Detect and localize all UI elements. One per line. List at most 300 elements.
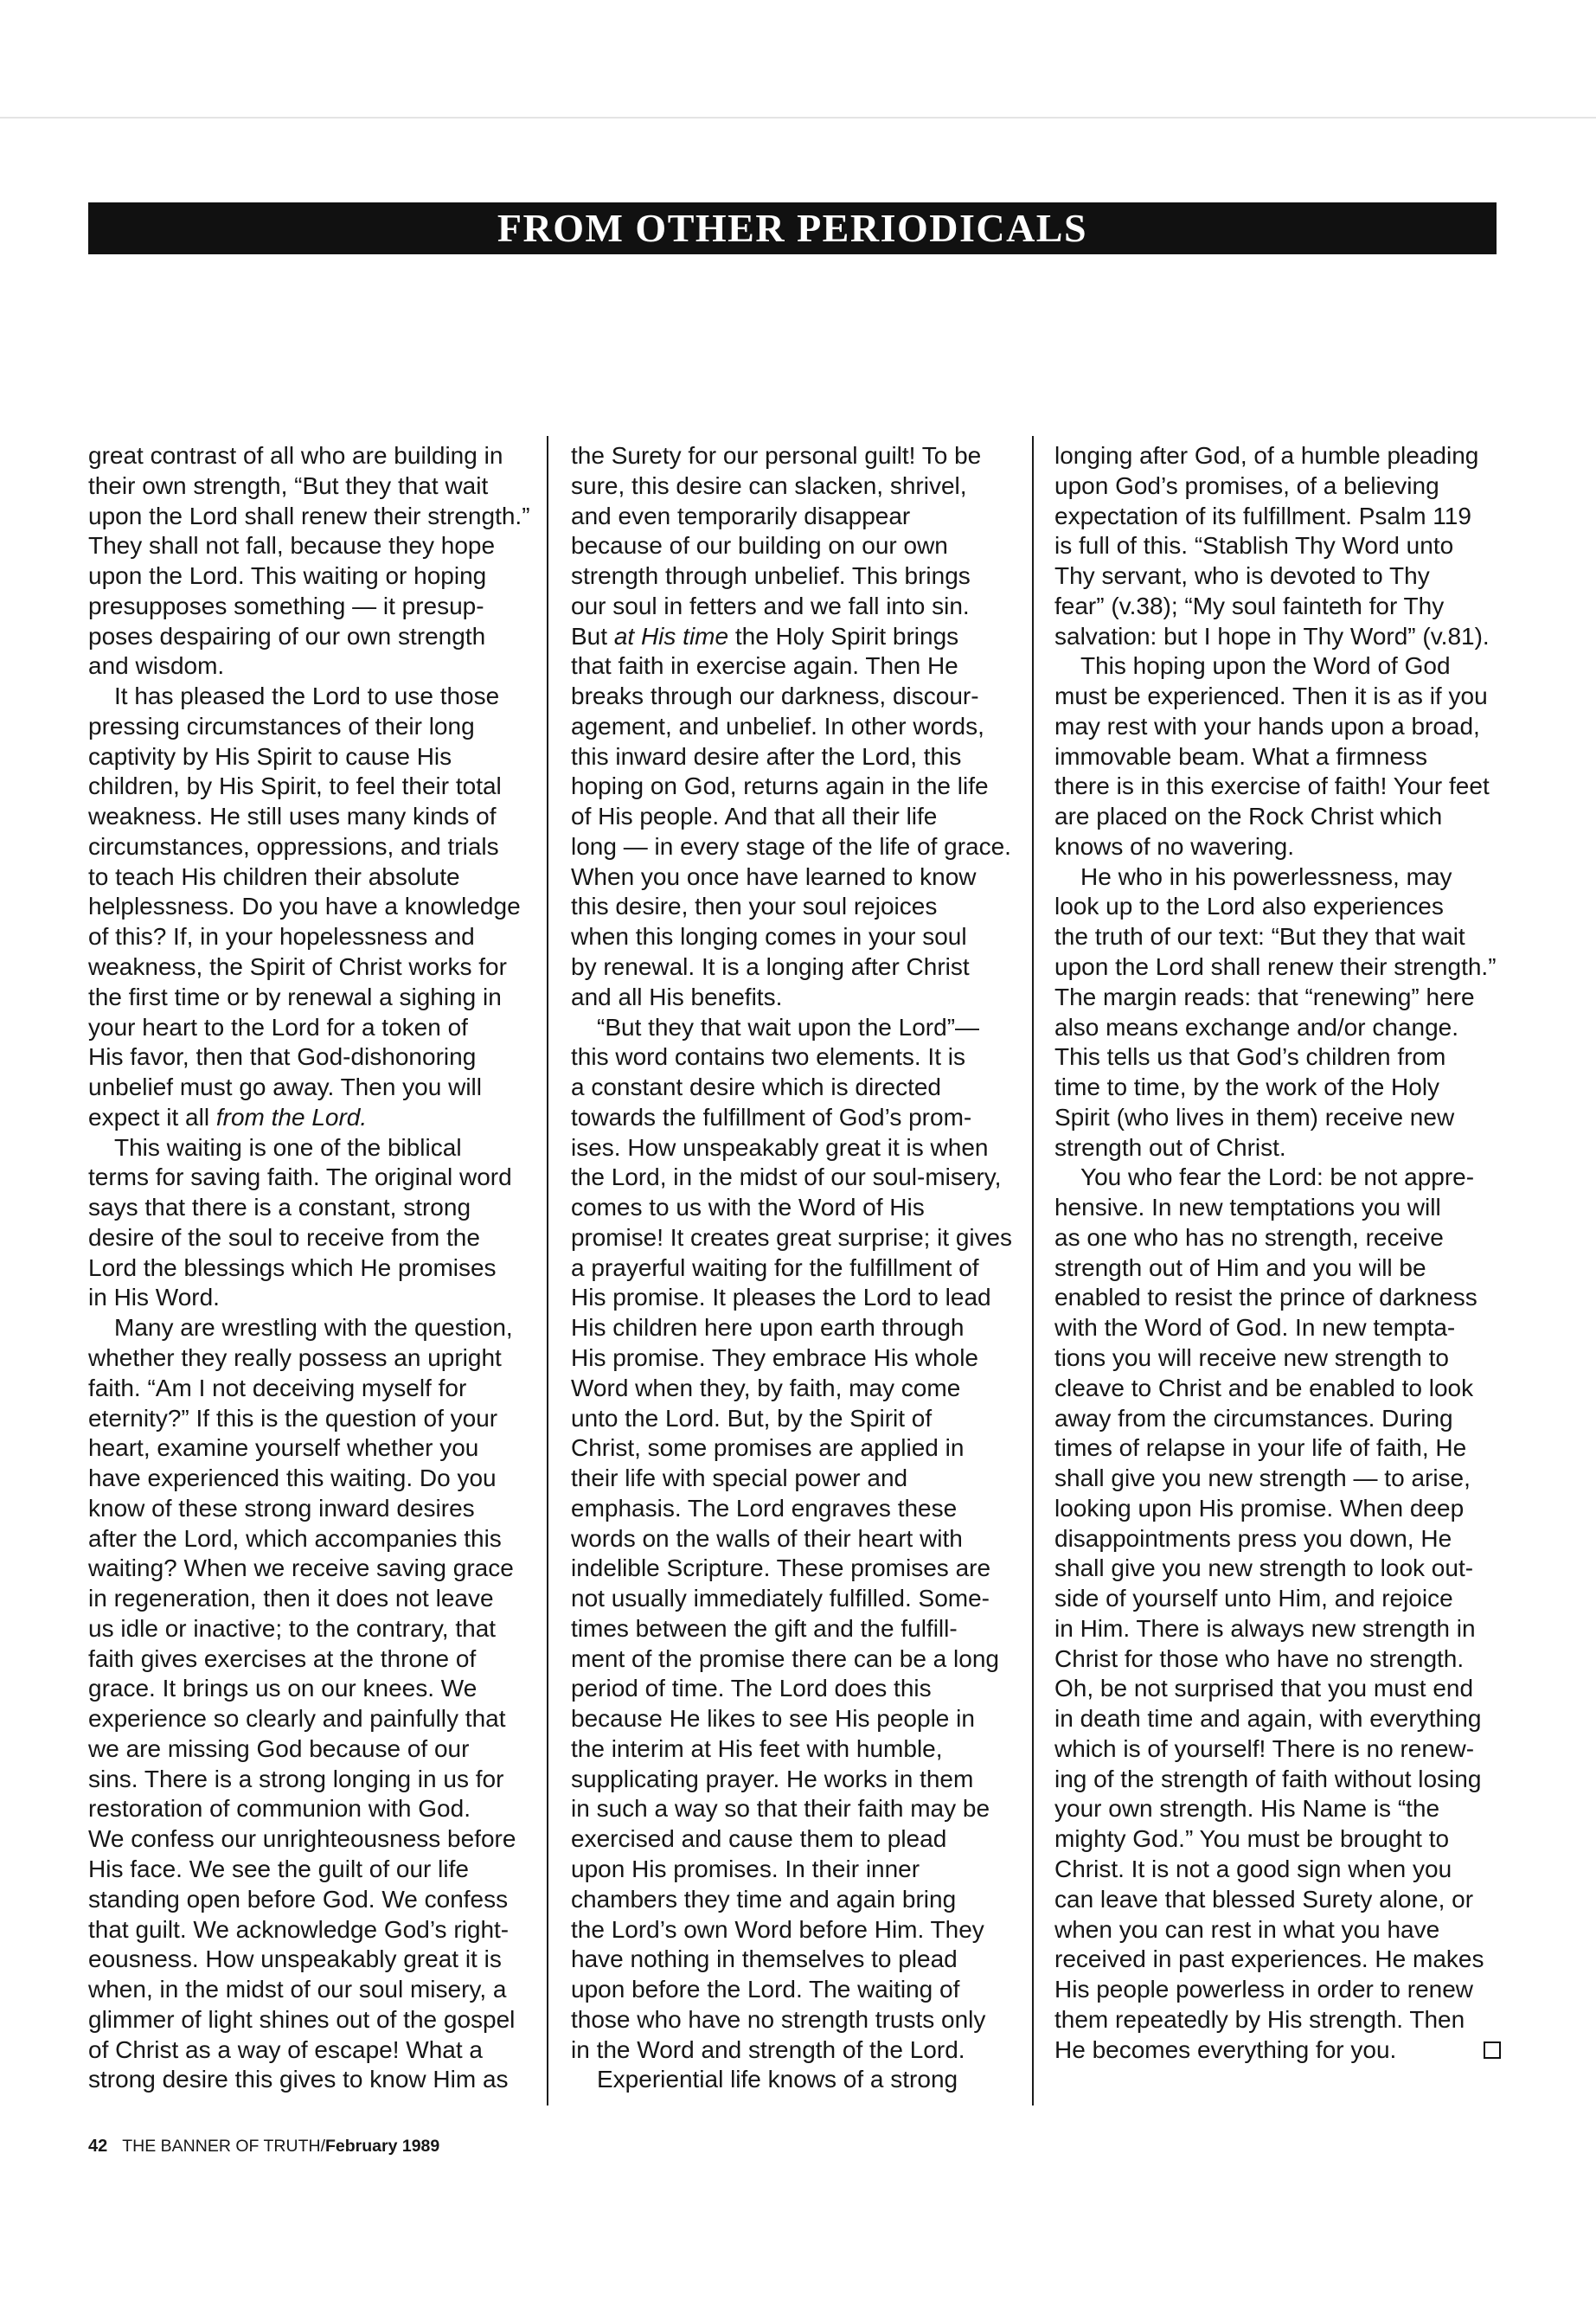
text-line [1054,1494,1501,1524]
paragraph [88,441,531,682]
text-line [1054,1223,1501,1253]
text-line [571,802,1012,832]
text-line [1054,1283,1501,1313]
line-text: His favor, then that God-dishonoring [88,1043,477,1071]
line-text: your heart to the Lord for a token of [88,1013,468,1041]
paragraph [88,682,531,1132]
text-line [571,772,1012,802]
line-text: shall give you new strength — to arise, [1054,1465,1471,1492]
line-text: strength through unbelief. This brings [571,562,971,590]
text-line [1054,1554,1501,1584]
text-line [1054,1013,1501,1043]
line-text: which is of yourself! There is no renew- [1054,1734,1475,1762]
line-text: promise! It creates great surprise; it gives [571,1223,1012,1251]
text-line [88,1433,531,1464]
line-text: them repeatedly by His strength. Then [1054,2005,1465,2033]
text-line [88,1404,531,1434]
text-line [571,1614,1012,1644]
text-line [88,1163,531,1193]
line-text: times of relapse in your life of faith, He [1054,1434,1467,1462]
line-text: sure, this desire can slacken, shrivel, [571,471,967,499]
text-line [571,1073,1012,1103]
text-line [1054,531,1501,561]
text-line [88,1343,531,1374]
text-line [88,952,531,983]
text-line [571,1734,1012,1765]
line-text: in His Word. [88,1284,220,1311]
line-text: times between the gift and the fulfill- [571,1614,958,1642]
line-text: When you once have learned to know [571,862,977,890]
text-line [88,502,531,532]
line-text: Oh, be not surprised that you must end [1054,1675,1474,1702]
line-text: Lord the blessings which He promises [88,1253,497,1281]
italic-text: from the Lord. [215,1103,368,1131]
text-line [571,892,1012,922]
text-line [571,622,1012,652]
publication-name: THE BANNER OF TRUTH [122,2137,321,2156]
text-line [88,561,531,592]
text-line [88,1524,531,1554]
line-text: supplicating prayer. He works in them [571,1765,974,1792]
paragraph [1054,441,1501,651]
article-column-2 [571,441,1012,2095]
line-text: emphasis. The Lord engraves these [571,1494,958,1522]
text-line [88,1223,531,1253]
line-text: shall give you new strength to look out- [1054,1554,1474,1582]
italic-text: at His time [613,622,729,650]
line-text: that faith in exercise again. Then He [571,652,958,680]
text-line [1054,1313,1501,1343]
text-line [88,1073,531,1103]
line-text: and all His benefits. [571,983,783,1010]
text-line [571,1313,1012,1343]
article-column-1 [88,441,531,2095]
line-text: the Lord’s own Word before Him. They [571,1915,984,1943]
text-line [88,1283,531,1313]
text-line [571,922,1012,952]
line-text: and even temporarily disappear [571,502,911,529]
line-text: when you can rest in what you have [1054,1915,1440,1943]
line-text: strength out of Christ. [1054,1133,1286,1161]
line-text: know of these strong inward desires [88,1494,475,1522]
line-text: is full of this. “Stablish Thy Word unto [1054,532,1454,560]
line-text: restoration of communion with God. [88,1795,471,1823]
line-text: hensive. In new temptations you will [1054,1194,1441,1221]
line-text: upon His promises. In their inner [571,1855,920,1882]
line-text: presupposes something — it presup- [88,592,484,619]
line-text: Spirit (who lives in them) receive new [1054,1103,1455,1131]
line-text: This waiting is one of the biblical [114,1133,462,1161]
line-text: in regeneration, then it does not leave [88,1585,494,1612]
line-text: pressing circumstances of their long [88,712,475,740]
line-text: Experiential life knows of a strong [597,2066,958,2093]
text-line [1054,1163,1501,1193]
text-line [1054,1855,1501,1885]
text-line [571,2065,1012,2095]
line-text: ment of the promise there can be a long [571,1644,999,1672]
line-text: look up to the Lord also experiences [1054,893,1444,920]
line-text: whether they really possess an upright [88,1343,502,1371]
line-text: sins. There is a strong longing in us for [88,1765,504,1792]
text-line [1054,622,1501,652]
text-line [1054,952,1501,983]
line-text: also means exchange and/or change. [1054,1013,1458,1041]
text-line [571,531,1012,561]
text-line [571,1494,1012,1524]
text-line [571,1404,1012,1434]
line-text: upon before the Lord. The waiting of [571,1976,960,2003]
text-line [1054,1343,1501,1374]
text-line [1054,1734,1501,1765]
text-line [571,651,1012,682]
text-line [88,832,531,862]
text-line [1054,1644,1501,1675]
article-column-3 [1054,441,1501,2065]
line-text: and wisdom. [88,652,225,680]
text-line [571,1223,1012,1253]
line-text: “But they that wait upon the Lord”— [597,1013,980,1041]
text-line [1054,712,1501,742]
text-line [88,1945,531,1975]
paragraph [1054,1163,1501,2065]
line-text: hoping on God, returns again in the life [571,772,989,800]
text-line [571,1433,1012,1464]
column-divider [547,436,548,2106]
text-line [1054,832,1501,862]
line-text: They shall not fall, because they hope [88,532,496,560]
text-line [88,1855,531,1885]
text-line [1054,561,1501,592]
text-line [571,682,1012,712]
line-text: His people powerless in order to renew [1054,1976,1474,2003]
text-run: expect it all [88,1103,216,1131]
text-line [88,1042,531,1073]
line-text: It has pleased the Lord to use those [114,683,500,710]
text-line [571,1193,1012,1223]
text-line [88,1494,531,1524]
line-text: unbelief must go away. Then you will [88,1074,482,1101]
line-text: because He likes to see His people in [571,1705,975,1733]
text-line [88,2065,531,2095]
line-text: Many are wrestling with the question, [114,1314,513,1342]
page-number: 42 [88,2137,108,2156]
line-text: His children here upon earth through [571,1314,965,1342]
line-text: unto the Lord. But, by the Spirit of [571,1404,933,1432]
line-text: You who fear the Lord: be not appre- [1080,1163,1475,1191]
line-text: have experienced this waiting. Do you [88,1465,497,1492]
page-footer [88,2134,439,2158]
text-line [88,1133,531,1163]
text-line [571,1343,1012,1374]
text-line [1054,1614,1501,1644]
line-text: those who have no strength trusts only [571,2005,986,2033]
line-text: desire of the soul to receive from the [88,1223,480,1251]
line-text: breaks through our darkness, discour- [571,683,979,710]
text-line [1054,1945,1501,1975]
line-text: We confess our unrighteousness before [88,1825,516,1853]
line-text: the Surety for our personal guilt! To be [571,442,982,469]
text-line [571,1554,1012,1584]
line-text: must be experienced. Then it is as if you [1054,683,1488,710]
line-text: salvation: but I hope in Thy Word” (v.81). [1054,622,1490,650]
line-text: mighty God.” You must be brought to [1054,1825,1450,1853]
text-line [88,1674,531,1704]
text-line [88,862,531,893]
line-text: in Him. There is always new strength in [1054,1614,1476,1642]
paragraph [88,1133,531,1314]
line-text: indelible Scripture. These promises are [571,1554,991,1582]
text-line [88,651,531,682]
line-text: His promise. They embrace His whole [571,1343,978,1371]
text-line [1054,651,1501,682]
line-text: enabled to resist the prince of darkness [1054,1284,1477,1311]
text-line [1054,1404,1501,1434]
text-line [571,2005,1012,2035]
line-text: knows of no wavering. [1054,832,1295,860]
text-line [1054,1133,1501,1163]
text-line [571,1253,1012,1284]
line-text: The margin reads: that “renewing” here [1054,983,1475,1010]
line-text: upon the Lord shall renew their strength.” [1054,953,1497,981]
section-header-bar [88,202,1497,254]
line-text: upon the Lord. This waiting or hoping [88,562,487,590]
text-line [1054,922,1501,952]
line-text: children, by His Spirit, to feel their total [88,772,502,800]
text-line [571,471,1012,502]
line-text: chambers they time and again bring [571,1885,957,1913]
line-text: there is in this exercise of faith! Your feet [1054,772,1490,800]
text-line [88,712,531,742]
text-line [1054,682,1501,712]
text-line [1054,1042,1501,1073]
paragraph [571,2065,1012,2095]
text-line [1054,1824,1501,1855]
line-text: this desire, then your soul rejoices [571,893,938,920]
text-line [88,1824,531,1855]
text-line [88,1644,531,1675]
line-text: captivity by His Spirit to cause His [88,742,452,770]
text-line [571,1975,1012,2005]
line-text: side of yourself unto Him, and rejoice [1054,1585,1453,1612]
text-line [88,1253,531,1284]
line-text: This tells us that God’s children from [1054,1043,1446,1071]
line-text: when this longing comes in your soul [571,923,967,951]
text-line [88,471,531,502]
text-line [1054,1193,1501,1223]
line-text: with the Word of God. In new tempta- [1054,1314,1456,1342]
text-line [1054,1253,1501,1284]
text-line [571,1374,1012,1404]
line-text: faith. “Am I not deceiving myself for [88,1374,467,1401]
text-line [571,561,1012,592]
text-line [1054,1915,1501,1945]
line-text: their own strength, “But they that wait [88,471,489,499]
text-line [88,592,531,622]
text-line [571,1163,1012,1193]
line-text: the interim at His feet with humble, [571,1734,943,1762]
text-line [1054,1885,1501,1915]
line-text: can leave that blessed Surety alone, or [1054,1885,1474,1913]
text-line [1054,1433,1501,1464]
text-line [88,1915,531,1945]
text-line [88,1464,531,1494]
paragraph [1054,651,1501,862]
line-text: weakness, the Spirit of Christ works for [88,953,507,981]
line-text: this word contains two elements. It is [571,1043,965,1071]
line-text: says that there is a constant, strong [88,1194,471,1221]
line-text: received in past experiences. He makes [1054,1945,1484,1973]
scan-edge-line [0,117,1596,119]
text-line [88,922,531,952]
line-text: faith gives exercises at the throne of [88,1644,477,1672]
line-text: disappointments press you down, He [1054,1524,1452,1552]
text-line [1054,2005,1501,2035]
text-line [571,592,1012,622]
line-text: Christ for those who have no strength. [1054,1644,1465,1672]
text-line [571,1855,1012,1885]
line-text: This hoping upon the Word of God [1080,652,1451,680]
text-line [88,1313,531,1343]
text-line [571,1042,1012,1073]
text-line [1054,742,1501,772]
line-text: upon the Lord shall renew their strength.” [88,502,530,529]
line-text: to teach His children their absolute [88,862,460,890]
paragraph [88,1313,531,2095]
text-line [1054,1464,1501,1494]
text-line [571,1464,1012,1494]
line-text: longing after God, of a humble pleading [1054,442,1479,469]
column-divider [1032,436,1034,2106]
line-text: glimmer of light shines out of the gospel [88,2005,516,2033]
text-line [88,1704,531,1734]
line-text: terms for saving faith. The original word [88,1163,512,1191]
text-line [571,1524,1012,1554]
text-line [1054,1584,1501,1614]
text-line [88,802,531,832]
line-text: of Christ as a way of escape! What a [88,2035,483,2063]
line-text: His promise. It pleases the Lord to lead [571,1284,991,1311]
text-line [88,441,531,471]
text-line [88,983,531,1013]
line-text: comes to us with the Word of His [571,1194,925,1221]
line-text [88,1103,367,1133]
line-text: looking upon His promise. When deep [1054,1494,1465,1522]
line-text: period of time. The Lord does this [571,1675,932,1702]
line-text: in the Word and strength of the Lord. [571,2035,965,2063]
text-line [571,1674,1012,1704]
line-text: a constant desire which is directed [571,1074,941,1101]
text-line [1054,1103,1501,1133]
line-text: ises. How unspeakably great it is when [571,1133,989,1161]
text-line [1054,892,1501,922]
line-text: towards the fulfillment of God’s prom- [571,1103,972,1131]
text-line [571,1765,1012,1795]
line-text: by renewal. It is a longing after Christ [571,953,970,981]
line-text: Christ. It is not a good sign when you [1054,1855,1452,1882]
line-text: experience so clearly and painfully that [88,1705,506,1733]
text-line [1054,2035,1501,2066]
line-text: not usually immediately fulfilled. Some- [571,1585,990,1612]
line-text [571,622,958,652]
line-text: exercised and cause them to plead [571,1825,947,1853]
text-line [571,441,1012,471]
text-line [88,1734,531,1765]
text-line [1054,1674,1501,1704]
text-line [571,832,1012,862]
paragraph [1054,862,1501,1163]
paragraph [571,441,1012,1013]
text-run: the Holy Spirit brings [728,622,959,650]
text-line [571,742,1012,772]
line-text: our soul in fetters and we fall into sin. [571,592,970,619]
line-text: after the Lord, which accompanies this [88,1524,502,1552]
text-run: But [571,622,614,650]
line-text: in such a way so that their faith may be [571,1795,990,1823]
text-line [571,1283,1012,1313]
line-text: long — in every stage of the life of grace. [571,832,1011,860]
text-line [88,1103,531,1133]
text-line [571,983,1012,1013]
line-text: their life with special power and [571,1465,908,1492]
issue-date: February 1989 [325,2137,440,2156]
text-line [88,682,531,712]
text-line [88,772,531,802]
line-text: grace. It brings us on our knees. We [88,1675,478,1702]
line-text: agement, and unbelief. In other words, [571,712,984,740]
text-line [1054,592,1501,622]
footer-separator: / [320,2137,325,2156]
line-text: words on the walls of their heart with [571,1524,963,1552]
text-line [1054,1073,1501,1103]
line-text: great contrast of all who are building in [88,442,503,469]
line-text: expectation of its fulfillment. Psalm 119 [1054,502,1471,529]
text-line [88,1975,531,2005]
line-text: tions you will receive new strength to [1054,1343,1449,1371]
line-text: Word when they, by faith, may come [571,1374,961,1401]
line-text: upon God’s promises, of a believing [1054,471,1439,499]
line-text: cleave to Christ and be enabled to look [1054,1374,1474,1401]
line-text: away from the circumstances. During [1054,1404,1453,1432]
text-line [1054,983,1501,1013]
line-text: eousness. How unspeakably great it is [88,1945,502,1973]
line-text: Thy servant, who is devoted to Thy [1054,562,1430,590]
text-line [571,1644,1012,1675]
text-line [88,2035,531,2066]
section-title: FROM OTHER PERIODICALS [497,206,1088,250]
line-text: a prayerful waiting for the fulfillment of [571,1253,979,1281]
text-line [1054,1765,1501,1795]
line-text: time to time, by the work of the Holy [1054,1074,1440,1101]
square-outline-icon [1484,2041,1501,2059]
text-line [571,1584,1012,1614]
line-text: weakness. He still uses many kinds of [88,803,497,830]
line-text: we are missing God because of our [88,1734,470,1762]
text-line [88,622,531,652]
text-line [1054,1975,1501,2005]
line-text: are placed on the Rock Christ which [1054,803,1443,830]
line-text: poses despairing of our own strength [88,622,486,650]
text-line [1054,1794,1501,1824]
text-line [1054,772,1501,802]
text-line [571,1915,1012,1945]
text-line [571,1013,1012,1043]
text-line [571,1945,1012,1975]
line-text: the first time or by renewal a sighing in [88,983,502,1010]
line-text: heart, examine yourself whether you [88,1434,479,1462]
line-text: helplessness. Do you have a knowledge [88,893,521,920]
text-line [571,952,1012,983]
text-line [88,2005,531,2035]
